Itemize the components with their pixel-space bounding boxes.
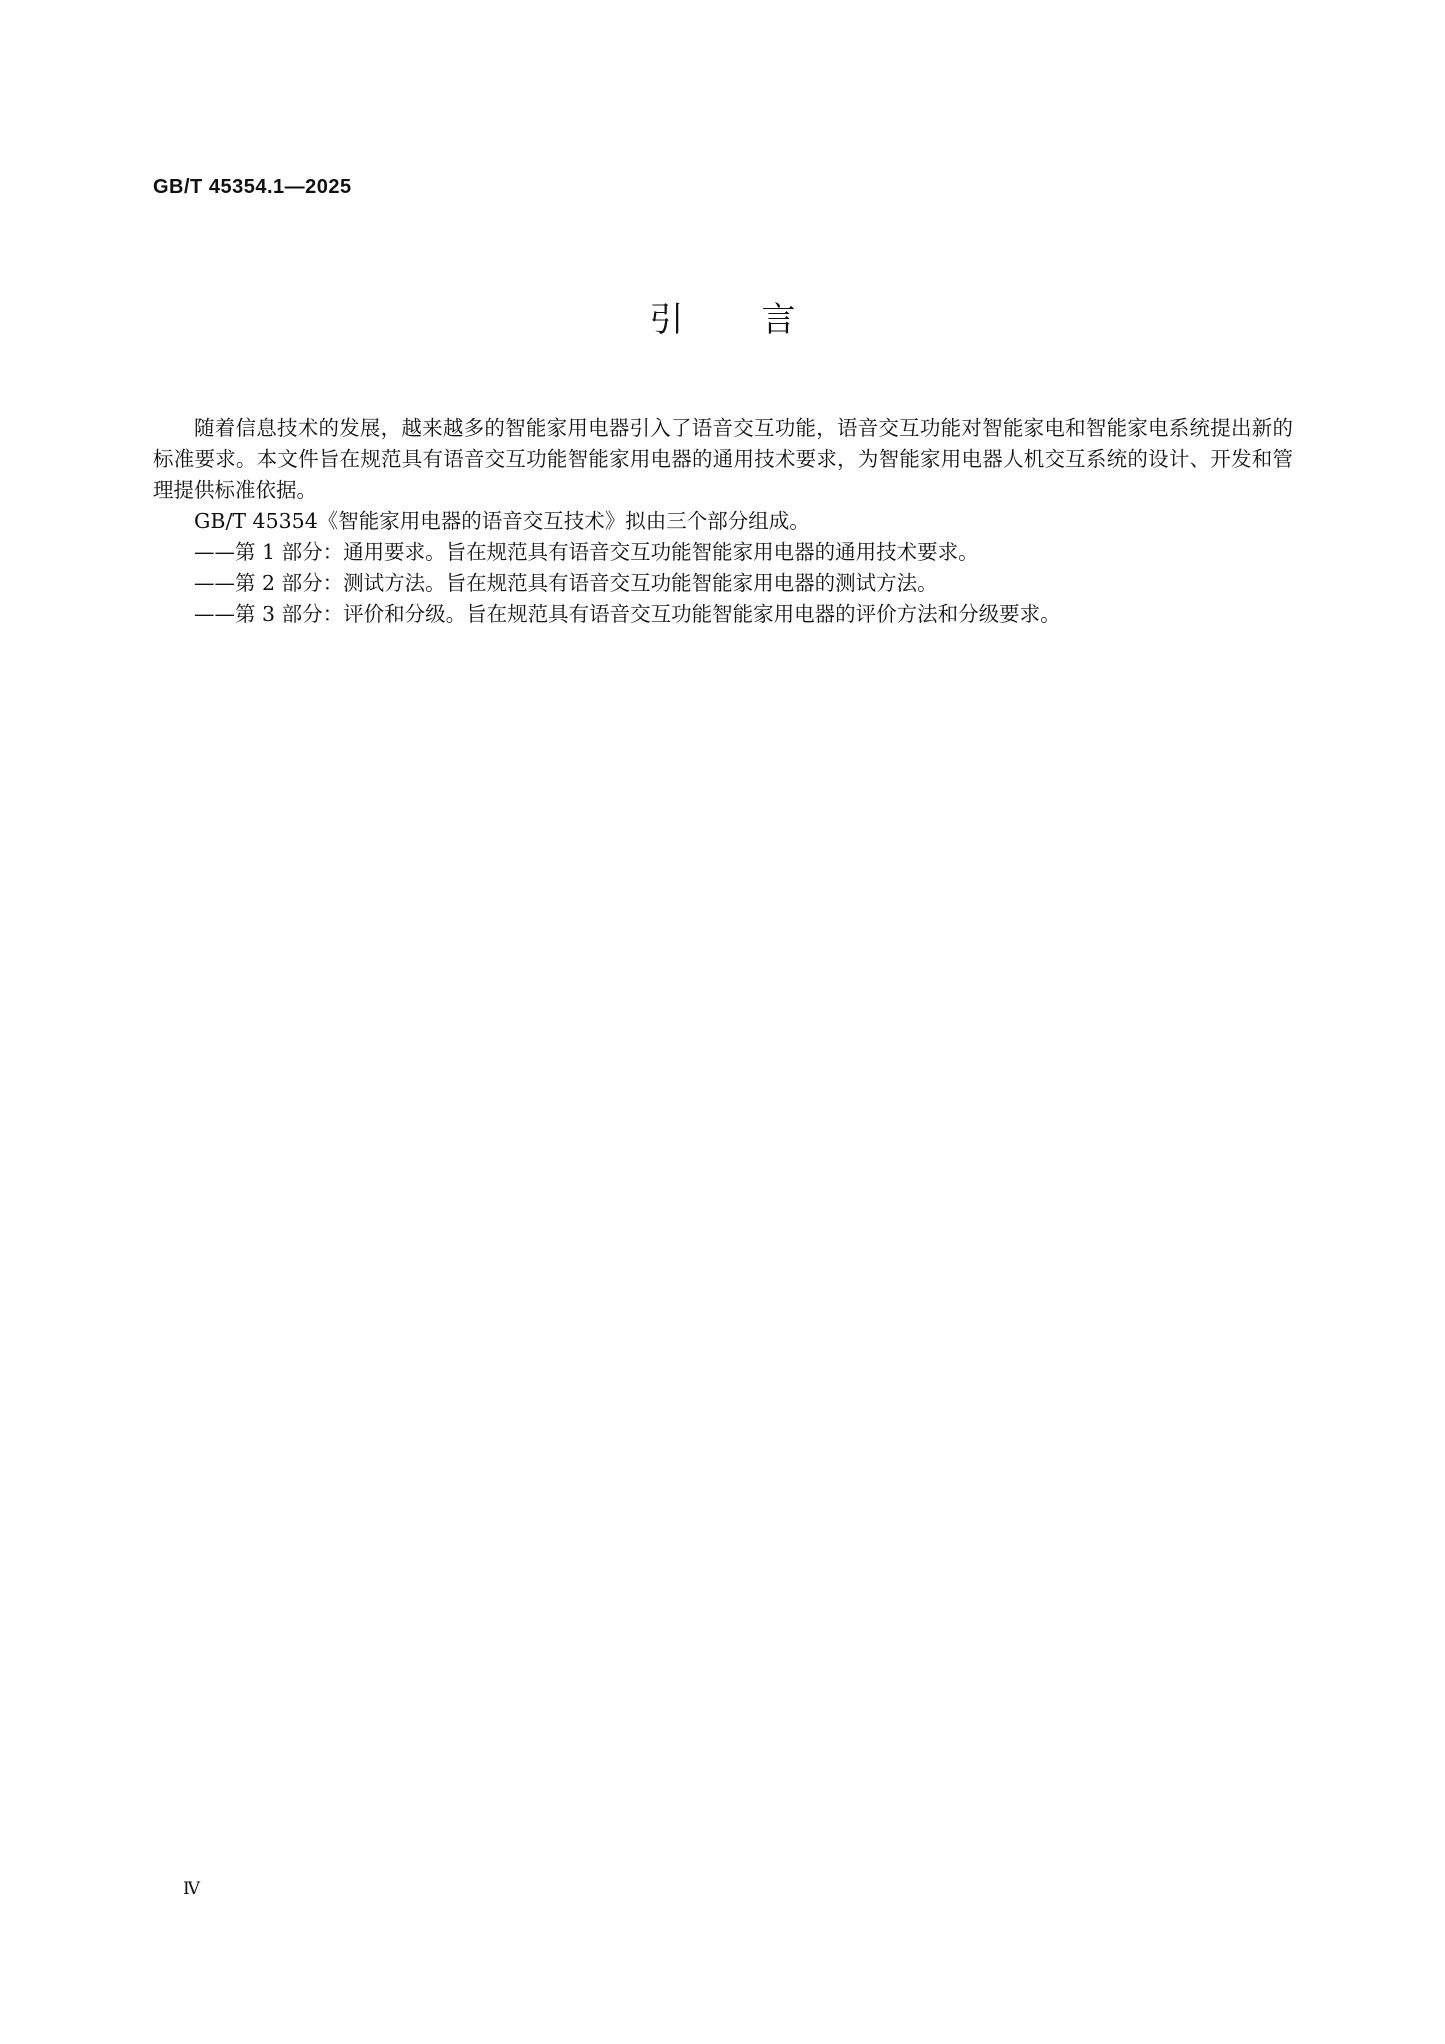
paragraph-background: 随着信息技术的发展，越来越多的智能家用电器引入了语音交互功能，语音交互功能对智能家电和智能家电系统提出新的标准要求。本文件旨在规范具有语音交互功能智能家用电器的通用技术要求，为智能家用电器人机交互系统的设计、开发和管理提供标准依据。 bbox=[153, 416, 1293, 502]
list-item-part-2: ——第 2 部分：测试方法。旨在规范具有语音交互功能智能家用电器的测试方法。 bbox=[194, 571, 938, 595]
document-id: GB/T 45354.1—2025 bbox=[153, 176, 352, 198]
introduction-body bbox=[153, 413, 1293, 630]
section-title: 引言 bbox=[649, 300, 874, 340]
list-item-part-3: ——第 3 部分：评价和分级。旨在规范具有语音交互功能智能家用电器的评价方法和分级要求。 bbox=[194, 602, 1061, 626]
paragraph-parts-overview: GB/T 45354《智能家用电器的语音交互技术》拟由三个部分组成。 bbox=[194, 509, 810, 533]
page-number: Ⅳ bbox=[183, 1879, 200, 1899]
list-item-part-1: ——第 1 部分：通用要求。旨在规范具有语音交互功能智能家用电器的通用技术要求。 bbox=[194, 540, 979, 564]
